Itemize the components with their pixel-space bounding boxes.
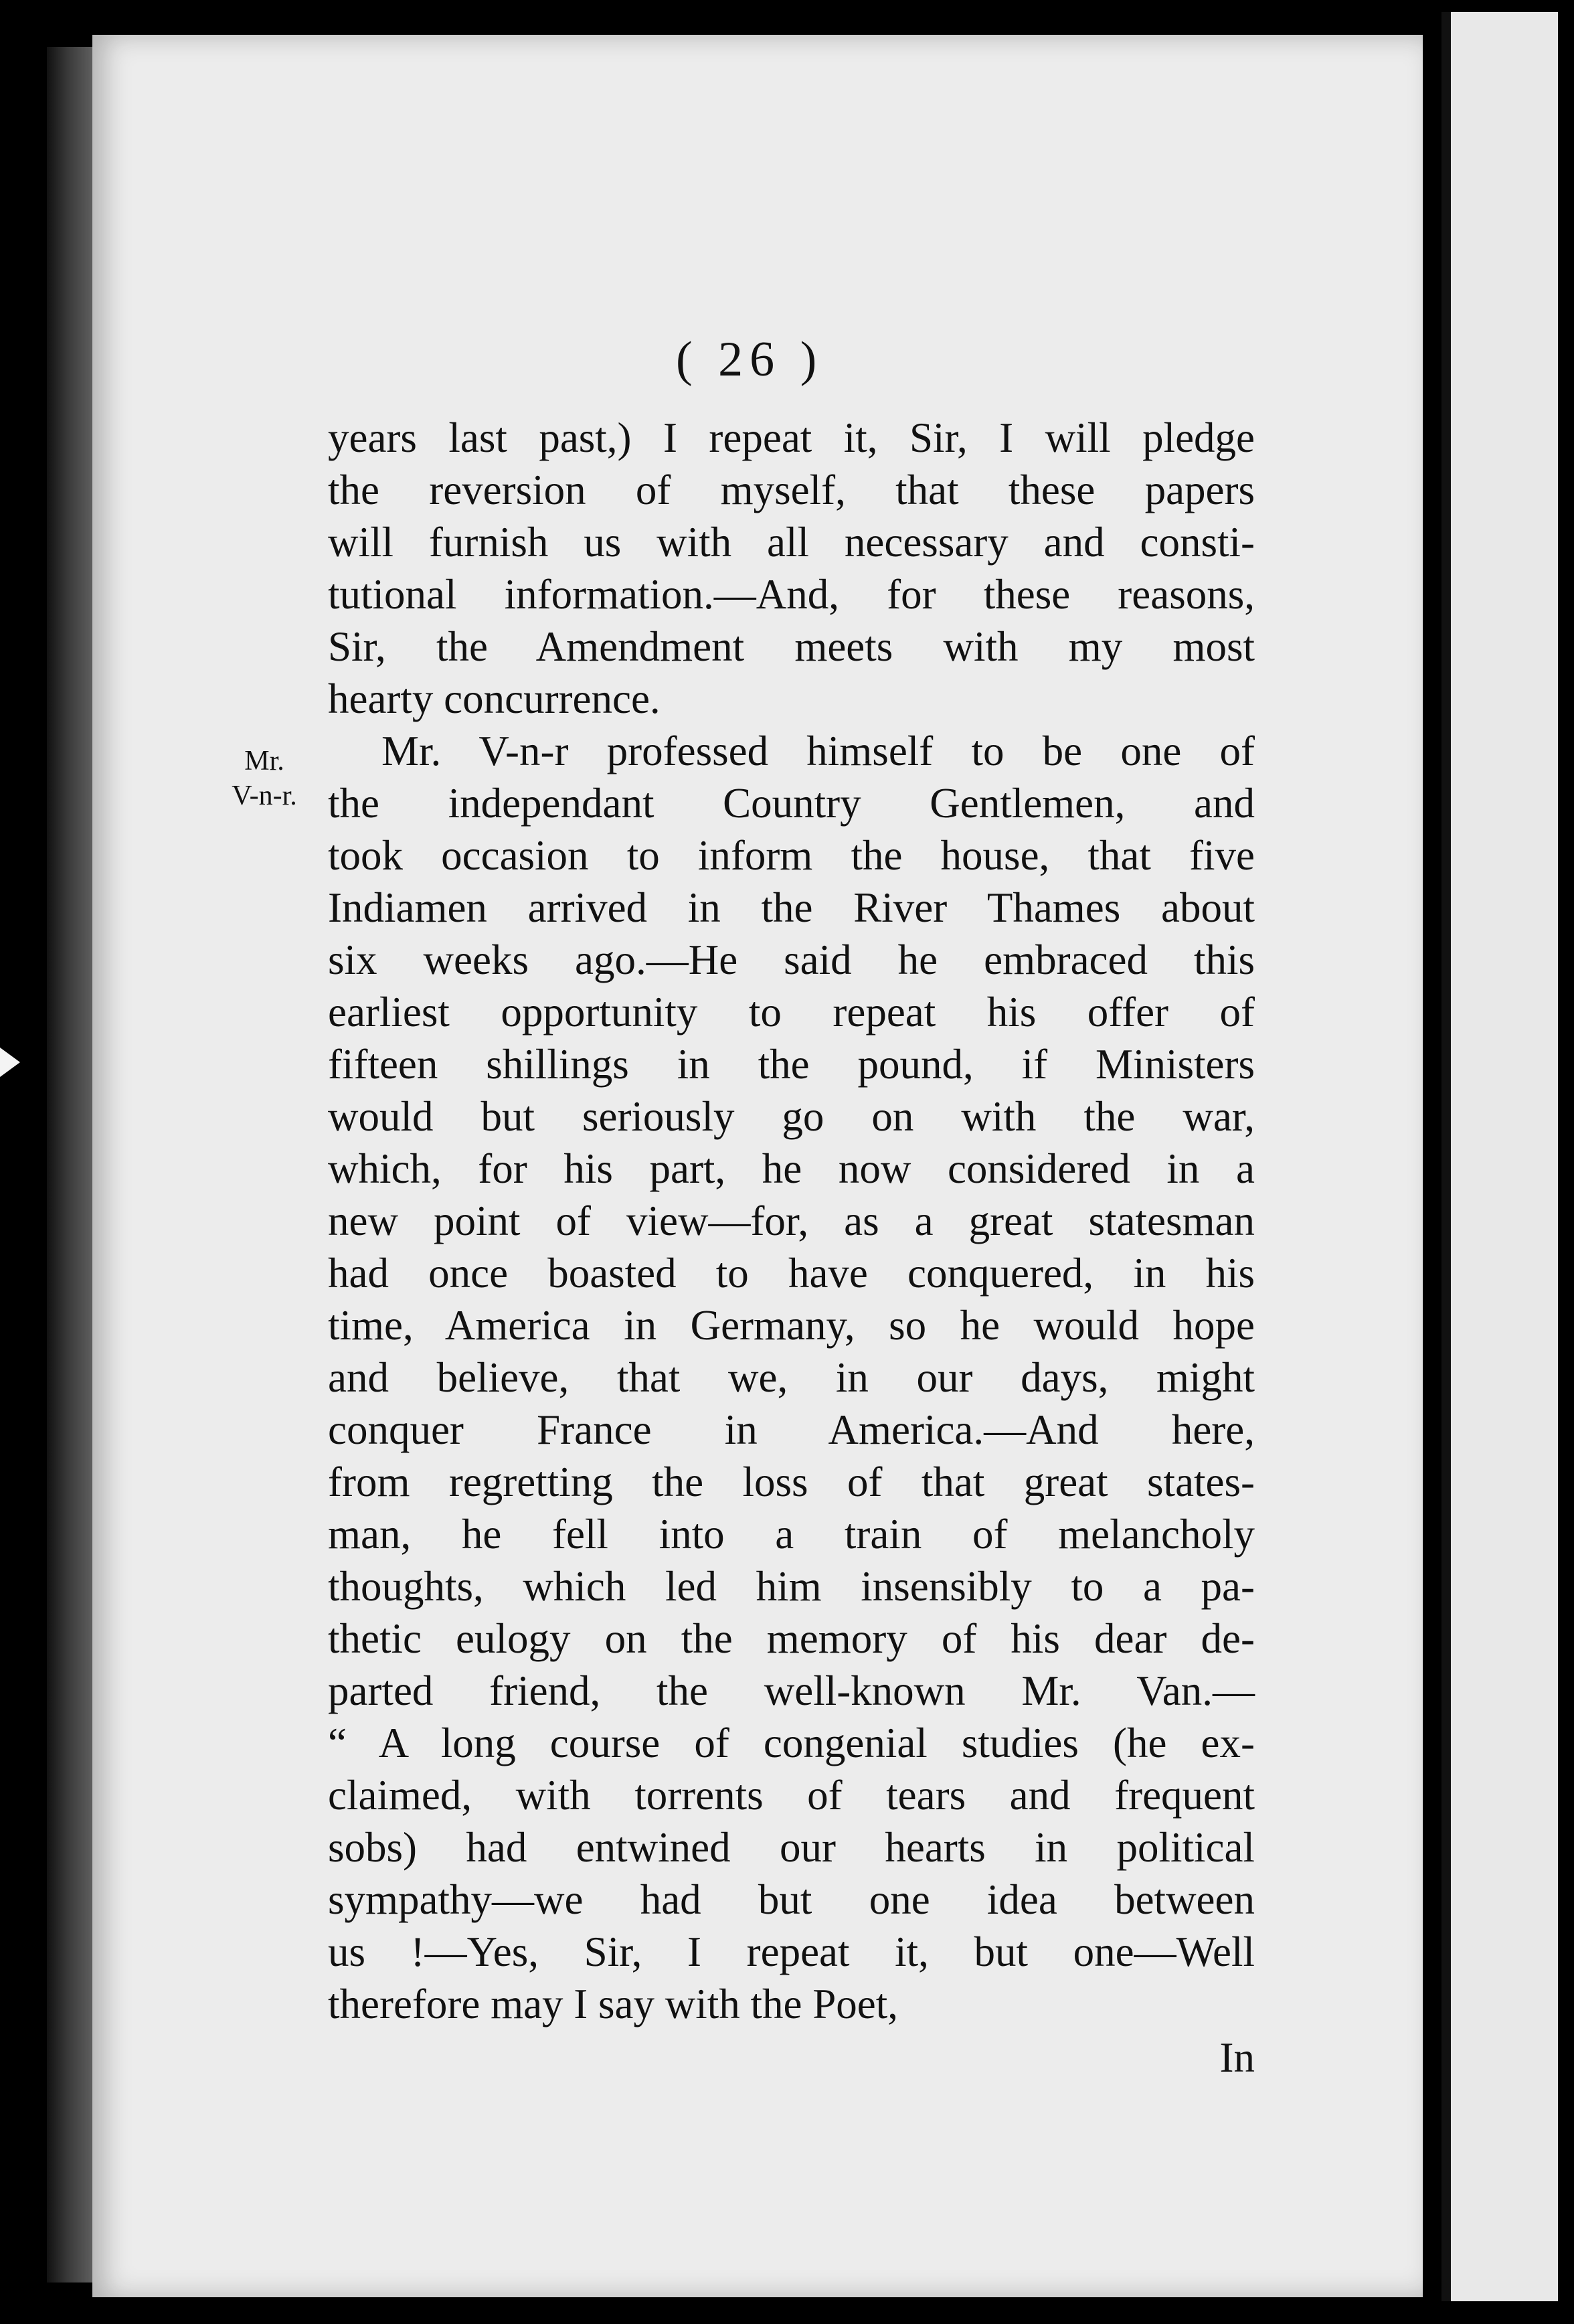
text-line: thetic eulogy on the memory of his dear de- (328, 1615, 1255, 1662)
text-line: tutional information.—And, for these reasons, (328, 571, 1255, 618)
margin-note-line: V-n-r. (232, 780, 297, 811)
text-line: Mr. V-n-r professed himself to be one of (381, 728, 1255, 774)
text-line: Sir, the Amendment meets with my most (328, 623, 1255, 670)
text-line: the independant Country Gentlemen, and (328, 780, 1255, 827)
text-line: which, for his part, he now considered in a (328, 1145, 1255, 1192)
text-line: thoughts, which led him insensibly to a pa- (328, 1563, 1255, 1610)
text-line: sobs) had entwined our hearts in political (328, 1824, 1255, 1871)
facing-page-edge (1441, 12, 1558, 2301)
text-line: hearty concurrence. (328, 675, 661, 722)
text-line: conquer France in America.—And here, (328, 1406, 1255, 1453)
text-line: new point of view—for, as a great statesman (328, 1197, 1255, 1244)
text-line: from regretting the loss of that great states- (328, 1459, 1255, 1505)
text-line: took occasion to inform the house, that five (328, 832, 1255, 879)
page-edge-mark (0, 1048, 20, 1077)
margin-note-line: Mr. (244, 746, 284, 776)
text-line: will furnish us with all necessary and consti- (328, 519, 1255, 566)
catchword: In (1219, 2034, 1255, 2081)
text-line: years last past,) I repeat it, Sir, I will pledge (328, 414, 1255, 461)
text-line: Indiamen arrived in the River Thames about (328, 884, 1255, 931)
text-line: the reversion of myself, that these papers (328, 467, 1255, 513)
marginal-speaker-note (211, 744, 318, 813)
body-text (328, 412, 1255, 2084)
text-line: would but seriously go on with the war, (328, 1093, 1255, 1140)
text-line: man, he fell into a train of melancholy (328, 1511, 1255, 1558)
text-line: parted friend, the well-known Mr. Van.— (328, 1667, 1255, 1714)
text-line: therefore may I say with the Poet, (328, 1981, 898, 2027)
page-number: ( 26 ) (676, 332, 824, 387)
text-line: fifteen shillings in the pound, if Ministers (328, 1041, 1255, 1088)
text-line: “ A long course of congenial studies (he ex- (328, 1720, 1255, 1766)
text-line: earliest opportunity to repeat his offer of (328, 989, 1255, 1035)
text-line: and believe, that we, in our days, might (328, 1354, 1255, 1401)
text-line: sympathy—we had but one idea between (328, 1876, 1255, 1923)
text-line: six weeks ago.—He said he embraced this (328, 936, 1255, 983)
text-line: us !—Yes, Sir, I repeat it, but one—Well (328, 1928, 1255, 1975)
text-line: had once boasted to have conquered, in his (328, 1250, 1255, 1297)
text-line: claimed, with torrents of tears and frequent (328, 1772, 1255, 1819)
text-line: time, America in Germany, so he would hope (328, 1302, 1255, 1349)
